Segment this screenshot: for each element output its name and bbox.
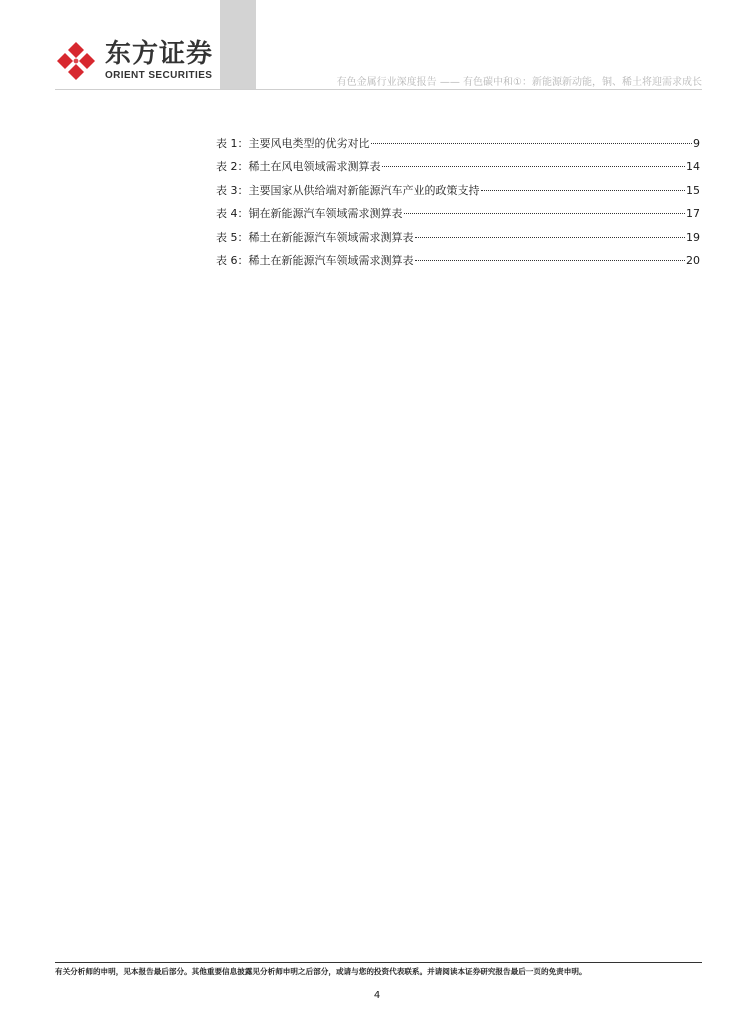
toc-entry[interactable] xyxy=(216,254,700,277)
toc-entry-page: 14 xyxy=(686,160,700,174)
footer-disclaimer: 有关分析师的申明，见本报告最后部分。其他重要信息披露见分析师申明之后部分，或请与您的投资代表联系。并请阅读本证券研究报告最后一页的免责申明。 xyxy=(55,967,587,976)
toc-entry[interactable] xyxy=(216,231,700,254)
toc-dot-leader xyxy=(415,260,686,261)
toc-entry-page: 15 xyxy=(686,183,700,197)
toc-entry[interactable] xyxy=(216,137,700,160)
toc-entry-label: 表 5：稀土在新能源汽车领域需求测算表 xyxy=(216,230,414,244)
header-divider xyxy=(55,89,702,90)
toc-entry-page: 19 xyxy=(686,230,700,244)
toc-entry[interactable] xyxy=(216,184,700,207)
logo-english-name: ORIENT SECURITIES xyxy=(105,70,213,81)
table-of-tables xyxy=(216,137,700,277)
footer-divider xyxy=(55,962,702,963)
report-header-title: 有色金属行业深度报告 —— 有色碳中和①：新能源新动能，铜、稀土将迎需求成长 xyxy=(336,77,702,88)
toc-dot-leader xyxy=(415,237,686,238)
toc-entry[interactable] xyxy=(216,207,700,230)
logo-mark-icon xyxy=(55,40,97,82)
toc-entry-label: 表 4：铜在新能源汽车领域需求测算表 xyxy=(216,207,403,221)
toc-dot-leader xyxy=(382,166,686,167)
header-gray-bar xyxy=(220,0,256,89)
toc-entry-label: 表 1：主要风电类型的优劣对比 xyxy=(216,137,370,150)
toc-dot-leader xyxy=(404,213,686,214)
toc-entry-label: 表 3：主要国家从供给端对新能源汽车产业的政策支持 xyxy=(216,183,480,197)
toc-dot-leader xyxy=(481,190,686,191)
toc-dot-leader xyxy=(371,143,693,144)
toc-entry-label: 表 2：稀土在风电领域需求测算表 xyxy=(216,160,381,174)
toc-entry-page: 20 xyxy=(686,253,700,267)
company-logo xyxy=(55,38,215,88)
toc-entry-page: 9 xyxy=(693,137,700,150)
toc-entry-label: 表 6：稀土在新能源汽车领域需求测算表 xyxy=(216,253,414,267)
logo-chinese-name: 东方证券 xyxy=(105,39,214,69)
page-number: 4 xyxy=(373,990,381,1001)
toc-entry-page: 17 xyxy=(686,207,700,221)
toc-entry[interactable] xyxy=(216,160,700,183)
